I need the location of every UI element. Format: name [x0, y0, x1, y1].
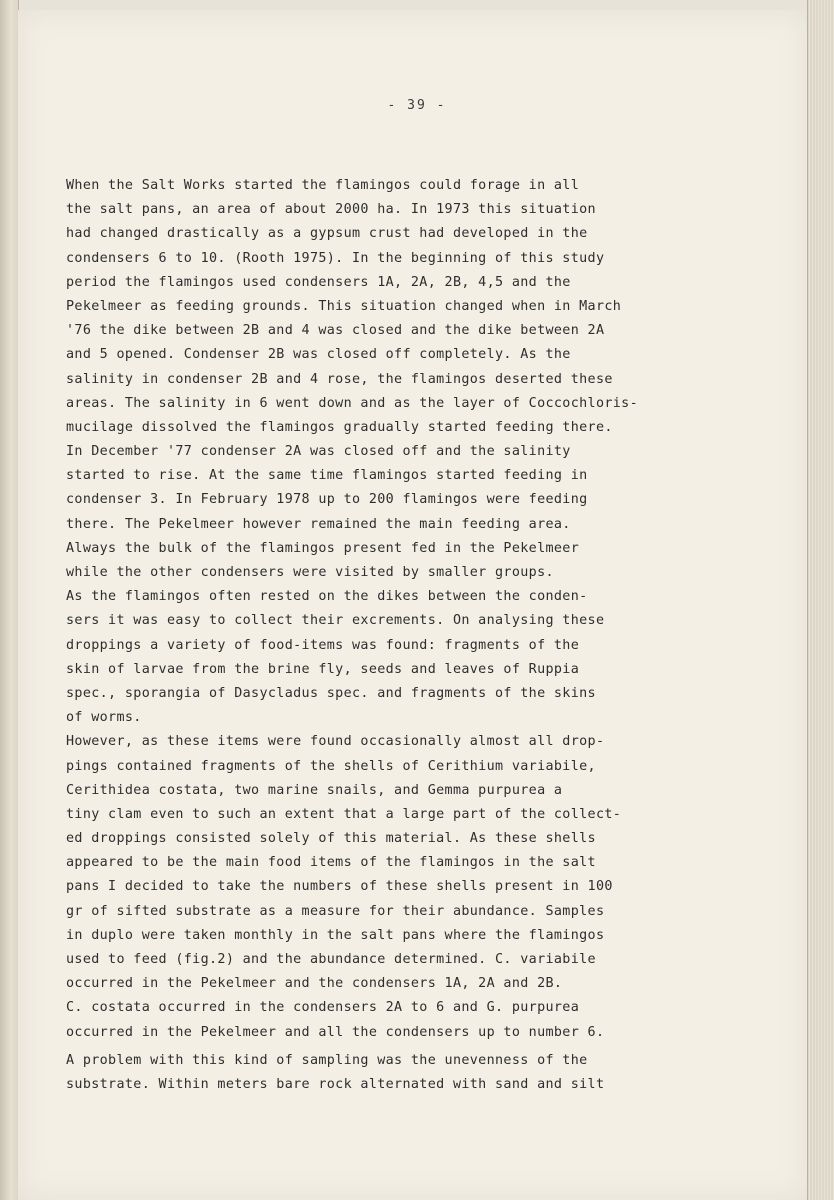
- text-line: substrate. Within meters bare rock alternated with sand and silt: [66, 1076, 605, 1092]
- text-line: occurred in the Pekelmeer and all the condensers up to number 6.: [66, 1024, 605, 1040]
- text-line: in duplo were taken monthly in the salt pans where the flamingos: [66, 927, 605, 943]
- text-line: started to rise. At the same time flamingos started feeding in: [66, 468, 588, 484]
- text-line: spec., sporangia of Dasycladus spec. and fragments of the skins: [66, 685, 596, 701]
- text-line: tiny clam even to such an extent that a large part of the collect-: [66, 806, 622, 822]
- text-line: '76 the dike between 2B and 4 was closed and the dike between 2A: [66, 323, 605, 339]
- text-line: of worms.: [66, 710, 142, 726]
- page-number: - 39 -: [387, 98, 447, 113]
- body-text: [66, 174, 746, 1097]
- text-line: C. costata occurred in the condensers 2A to 6 and G. purpurea: [66, 1000, 580, 1016]
- text-line: appeared to be the main food items of the flamingos in the salt: [66, 855, 596, 871]
- text-line: and 5 opened. Condenser 2B was closed off completely. As the: [66, 347, 571, 363]
- text-line: In December '77 condenser 2A was closed off and the salinity: [66, 444, 571, 460]
- text-line: However, as these items were found occasionally almost all drop-: [66, 734, 605, 750]
- text-line: while the other condensers were visited by smaller groups.: [66, 565, 554, 580]
- text-line: Cerithidea costata, two marine snails, and Gemma purpurea a: [66, 782, 563, 798]
- text-line: had changed drastically as a gypsum crust had developed in the: [66, 226, 588, 242]
- text-line: Always the bulk of the flamingos present fed in the Pekelmeer: [66, 540, 580, 556]
- text-line: pings contained fragments of the shells of Cerithium variabile,: [66, 758, 596, 774]
- text-line: used to feed (fig.2) and the abundance determined. C. variabile: [66, 952, 596, 967]
- text-line: there. The Pekelmeer however remained the main feeding area.: [66, 516, 571, 532]
- text-line: ed droppings consisted solely of this material. As these shells: [66, 831, 596, 847]
- text-line: period the flamingos used condensers 1A, 2A, 2B, 4,5 and the: [66, 274, 571, 290]
- text-line: mucilage dissolved the flamingos gradually started feeding there.: [66, 419, 613, 435]
- text-line: Pekelmeer as feeding grounds. This situation changed when in March: [66, 298, 622, 314]
- text-line: As the flamingos often rested on the dikes between the conden-: [66, 589, 588, 605]
- text-line: condenser 3. In February 1978 up to 200 flamingos were feeding: [66, 492, 588, 508]
- text-line: skin of larvae from the brine fly, seeds and leaves of Ruppia: [66, 661, 580, 677]
- text-line: droppings a variety of food-items was found: fragments of the: [66, 637, 580, 653]
- text-line: A problem with this kind of sampling was the unevenness of the: [66, 1052, 588, 1068]
- text-line: When the Salt Works started the flamingos could forage in all: [66, 178, 580, 193]
- text-line: gr of sifted substrate as a measure for their abundance. Samples: [66, 903, 605, 919]
- text-line: occurred in the Pekelmeer and the condensers 1A, 2A and 2B.: [66, 976, 563, 992]
- text-line: salinity in condenser 2B and 4 rose, the flamingos deserted these: [66, 371, 613, 387]
- text-line: the salt pans, an area of about 2000 ha. In 1973 this situation: [66, 202, 596, 218]
- text-line: areas. The salinity in 6 went down and as the layer of Coccochloris-: [66, 395, 639, 411]
- text-line: pans I decided to take the numbers of these shells present in 100: [66, 879, 613, 895]
- text-line: condensers 6 to 10. (Rooth 1975). In the beginning of this study: [66, 250, 605, 266]
- book-spine: [0, 0, 19, 1200]
- text-line: sers it was easy to collect their excrements. On analysing these: [66, 613, 605, 629]
- page-stack-edge: [807, 0, 834, 1200]
